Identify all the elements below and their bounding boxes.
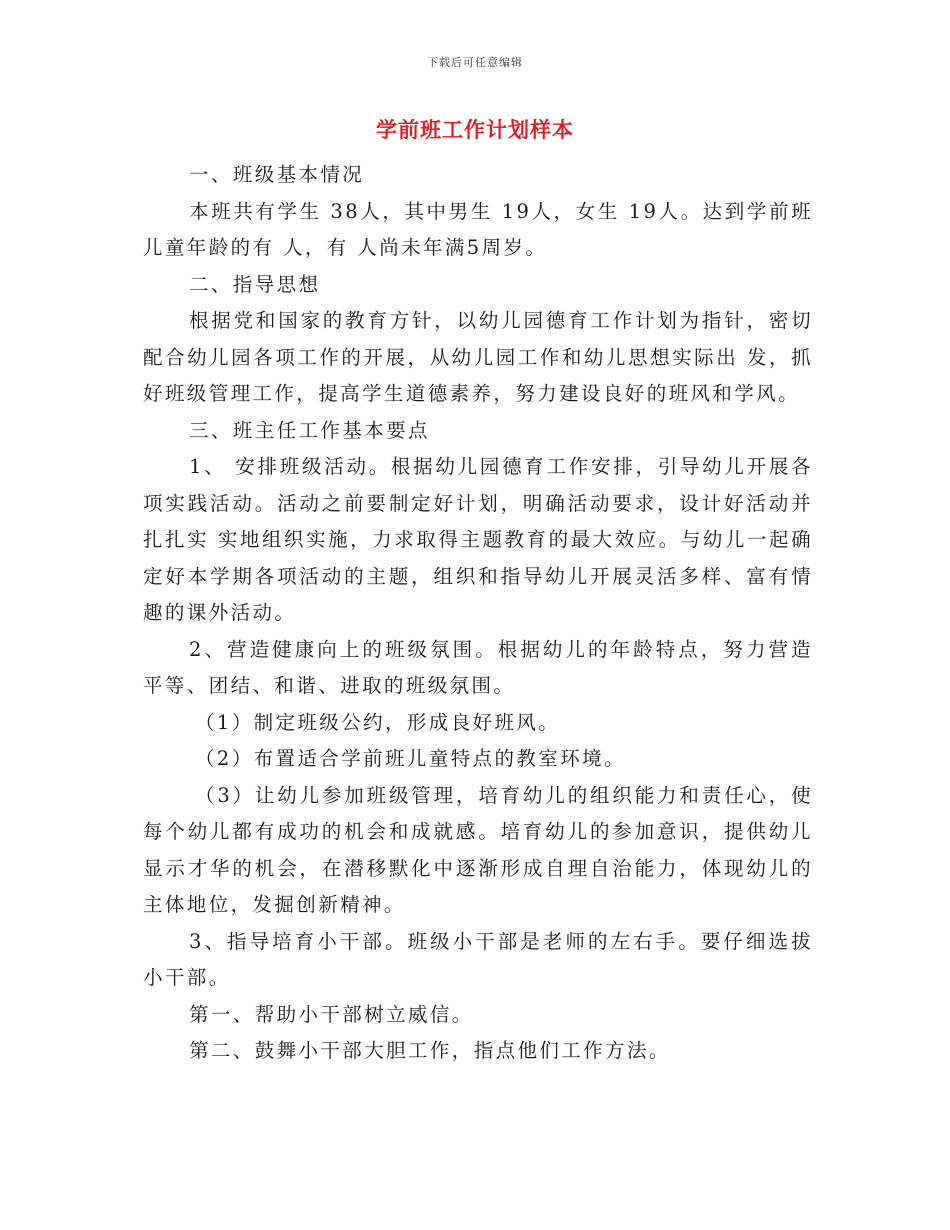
document-title: 学前班工作计划样本 bbox=[376, 117, 574, 142]
paragraph-point-1: 1、 安排班级活动。根据幼儿园德育工作安排，引导幼儿开展各项实践活动。活动之前要制定好计划，明确活动要求，设计好活动并扎扎实 实地组织实施，力求取得主题教育的最大效应。与幼儿一起确定好本学期各项活动的主题，组织和指导幼儿开展灵活多样、富有情趣的课外活动。 bbox=[143, 455, 813, 624]
paragraph-point-3: 3、指导培育小干部。班级小干部是老师的左右手。要仔细选拔小干部。 bbox=[143, 929, 813, 989]
section-heading-basic-info: 一、班级基本情况 bbox=[189, 163, 365, 186]
paragraph-second-step: 第二、鼓舞小干部大胆工作，指点他们工作方法。 bbox=[189, 1039, 671, 1062]
paragraph-first-step: 第一、帮助小干部树立威信。 bbox=[189, 1002, 474, 1026]
paragraph-sub-item-3: （3）让幼儿参加班级管理，培育幼儿的组织能力和责任心，使每个幼儿都有成功的机会和成就感。培育幼儿的参加意识，提供幼儿显示才华的机会，在潜移默化中逐渐形成自理自治能力，体现幼儿的主体地位，发掘创新精神。 bbox=[143, 783, 813, 916]
paragraph-class-size: 本班共有学生 38人，其中男生 19人，女生 19人。达到学前班儿童年龄的有 人，有 人尚未年满5周岁。 bbox=[143, 199, 813, 259]
page-header-note: 下载后可任意编辑 bbox=[427, 56, 523, 69]
paragraph-sub-item-2: （2）布置适合学前班儿童特点的教室环境。 bbox=[195, 747, 626, 770]
paragraph-point-2: 2、营造健康向上的班级氛围。根据幼儿的年龄特点，努力营造平等、团结、和谐、进取的班级氛围。 bbox=[143, 637, 813, 697]
paragraph-guiding-thought: 根据党和国家的教育方针，以幼儿园德育工作计划为指针，密切配合幼儿园各项工作的开展，从幼儿园工作和幼儿思想实际出 发，抓好班级管理工作，提高学生道德素养，努力建设良好的班风和学风。 bbox=[143, 309, 813, 405]
section-heading-guiding-thought: 二、指导思想 bbox=[189, 272, 321, 296]
document-body bbox=[143, 157, 813, 1070]
section-heading-key-points: 三、班主任工作基本要点 bbox=[189, 418, 430, 442]
paragraph-sub-item-1: （1）制定班级公约，形成良好班风。 bbox=[195, 710, 561, 734]
